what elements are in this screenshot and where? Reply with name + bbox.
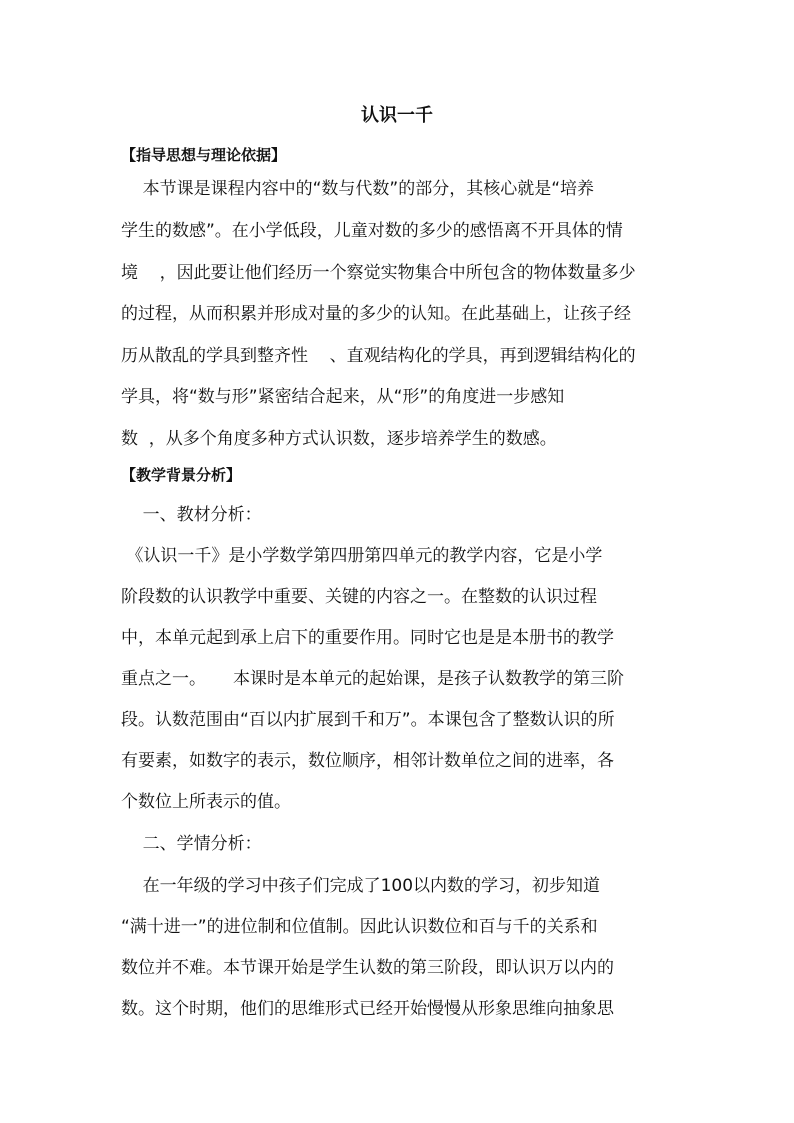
paragraph-line: 在一年级的学习中孩子们完成了100以内数的学习，初步知道 [121,876,601,896]
paragraph-line: 境 ，因此要让他们经历一个察觉实物集合中所包含的物体数量多少 [121,263,636,283]
paragraph-line: 中，本单元起到承上启下的重要作用。同时它也是是本册书的教学 [121,628,614,648]
page-title: 认识一千 [361,105,433,126]
paragraph-line: 有要素，如数字的表示，数位顺序，相邻计数单位之间的进率，各 [121,751,614,771]
paragraph-line: 数位并不难。本节课开始是学生认数的第三阶段，即认识万以内的 [121,958,614,978]
paragraph-line: 的过程，从而积累并形成对量的多少的认知。在此基础上，让孩子经 [121,304,631,324]
paragraph-line: 个数位上所表示的值。 [121,792,291,812]
paragraph-line: 阶段数的认识教学中重要、关键的内容之一。在整数的认识过程 [121,587,597,607]
paragraph-line: 学具，将“数与形”紧密结合起来，从“形”的角度进一步感知 [121,387,565,407]
paragraph-line: 学生的数感”。在小学低段，儿童对数的多少的感悟离不开具体的情 [121,221,623,241]
paragraph-line: 本节课是课程内容中的“数与代数”的部分，其核心就是“培养 [121,179,595,199]
subsection-heading-textbook-analysis: 一、教材分析： [121,505,262,525]
subsection-heading-learner-analysis: 二、学情分析： [121,834,262,854]
paragraph-line: 数 ，从多个角度多种方式认识数，逐步培养学生的数感。 [121,429,557,449]
paragraph-line: 段。认数范围由“百以内扩展到千和万”。本课包含了整数认识的所 [121,710,615,730]
paragraph-line: 重点之一。 本课时是本单元的起始课，是孩子认数教学的第三阶 [121,669,625,689]
paragraph-line: 《认识一千》是小学数学第四册第四单元的教学内容，它是小学 [121,546,603,566]
section-heading-background-analysis: 【教学背景分析】 [121,466,242,484]
paragraph-line: 数。这个时期，他们的思维形式已经开始慢慢从形象思维向抽象思 [121,999,614,1019]
section-heading-guiding-ideas: 【指导思想与理论依据】 [121,146,287,164]
paragraph-line: “满十进一”的进位制和位值制。因此认识数位和百与千的关系和 [121,917,598,937]
paragraph-line: 历从散乱的学具到整齐性 、直观结构化的学具，再到逻辑结构化的 [121,346,636,366]
